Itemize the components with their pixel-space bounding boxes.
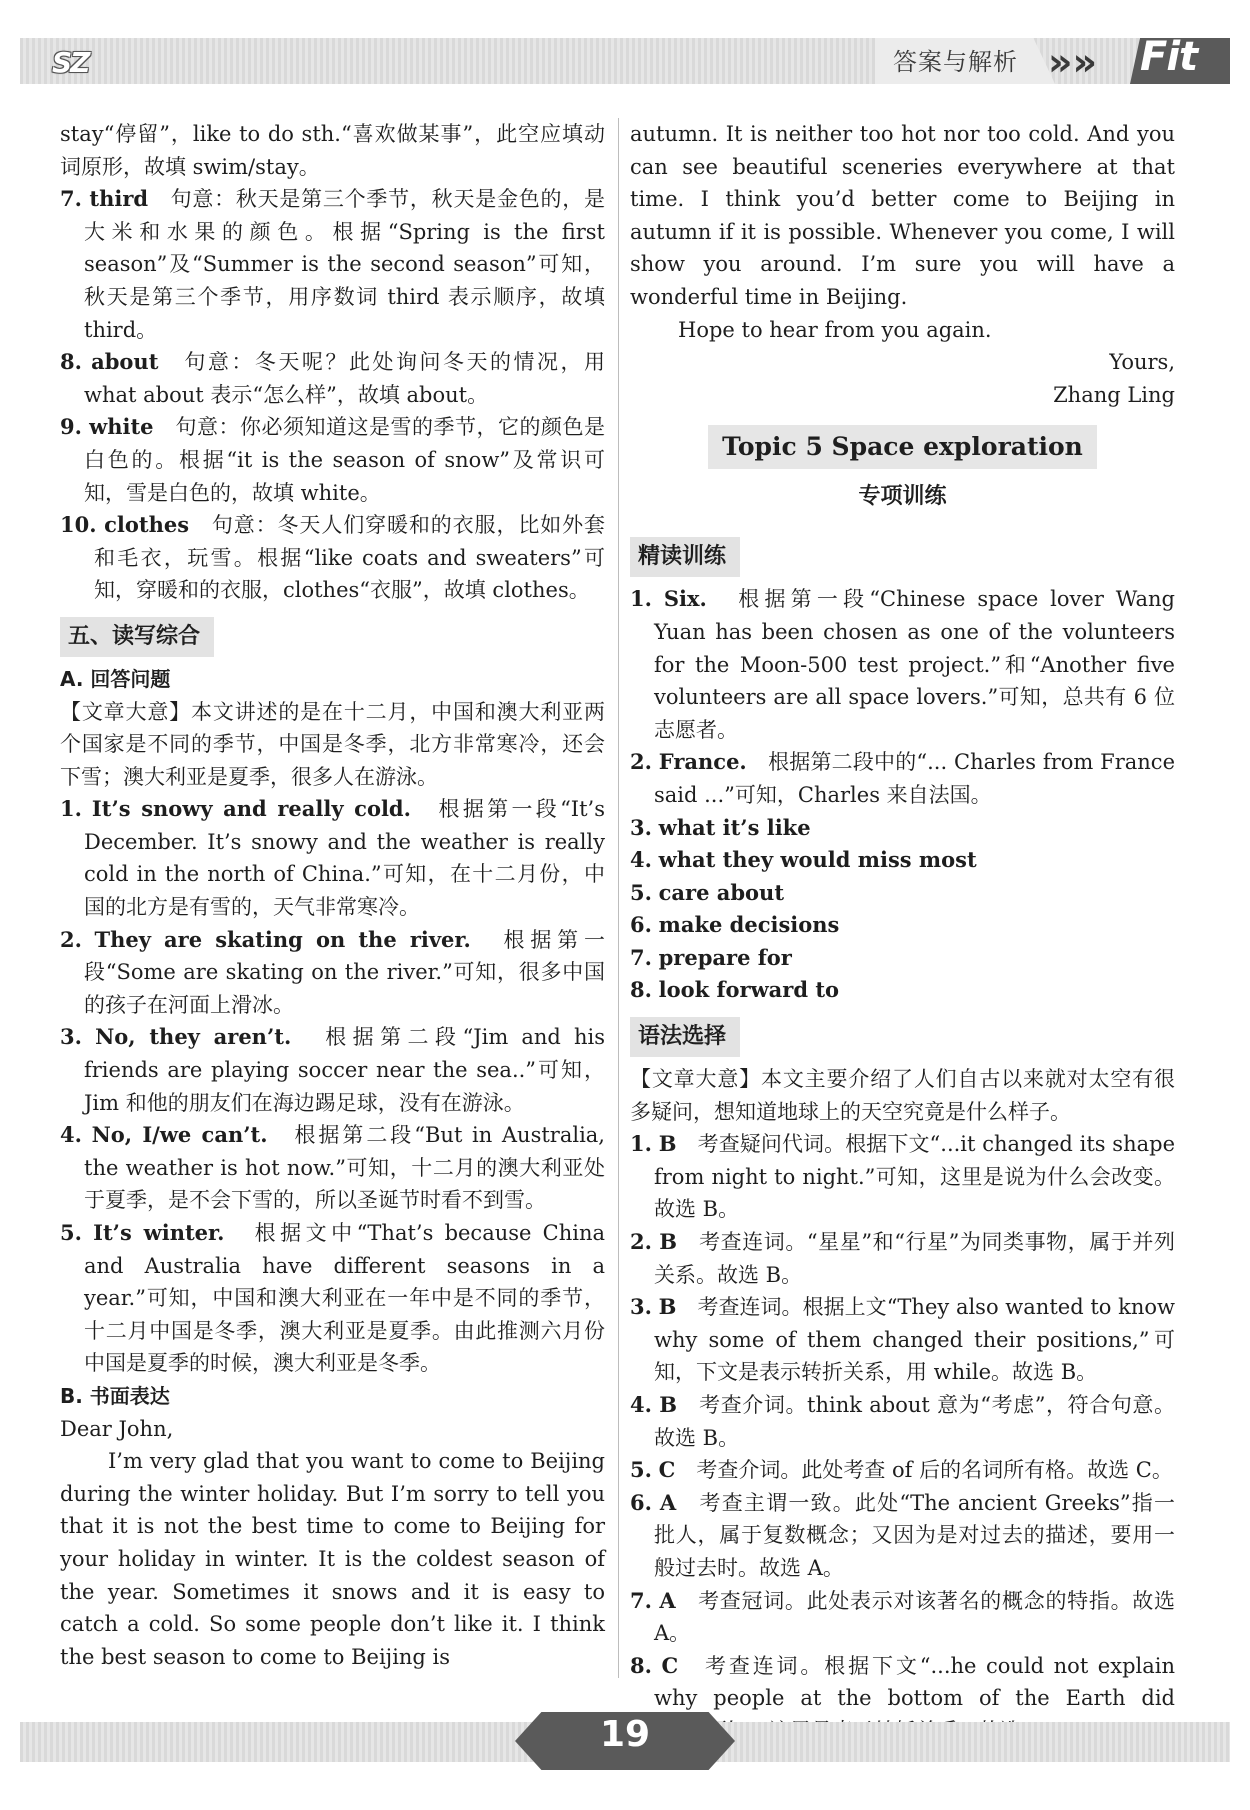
qa-item-3: 3. No, they aren’t. 根据第二段“Jim and his friends are playing soccer near the sea..”可知，Jim 和他的朋友们在海边踢足球，没有在游泳。 — [60, 1024, 605, 1115]
topic-heading: Topic 5 Space exploration — [708, 425, 1097, 469]
grammar-summary: 【文章大意】本文主要介绍了人们自古以来就对太空有很多疑问，想知道地球上的天空究竟是什么样子。 — [630, 1067, 1175, 1124]
column-divider — [618, 118, 619, 1678]
right-column — [630, 118, 1175, 1748]
grammar-item-4: 4. B 考查介词。think about 意为“考虑”，符合句意。故选 B。 — [630, 1392, 1175, 1450]
reading-item-2: 2. France. 根据第二段中的“... Charles from France said ...”可知，Charles 来自法国。 — [630, 749, 1175, 807]
subheading-a: A. 回答问题 — [60, 666, 171, 691]
qa-item-4: 4. No, I/we can’t. 根据第二段“But in Australia, the weather is hot now.”可知，十二月的澳大利亚处于夏季，是不会下雪的，所以圣诞节时看不到雪。 — [60, 1122, 605, 1213]
letter-signature: Zhang Ling — [1053, 382, 1175, 407]
reading-item-7: 7. prepare for — [630, 944, 792, 970]
letter-closing: Yours, — [1109, 350, 1175, 375]
fit-logo: Fit — [1140, 34, 1198, 80]
reading-item-1: 1. Six. 根据第一段“Chinese space lover Wang Yuan has been chosen as one of the volunteers for the Moon-500 test project.”和“Another five volunteers are all space lovers.”可知，总共有 6 位志愿者。 — [630, 586, 1175, 742]
letter-body-2: autumn. It is neither too hot nor too cold. And you can see beautiful sceneries everywhere at that time. I think you’d better come to Beijing in autumn if it is possible. Whenever you come, I will show you around. I’m sure you will have a wonderful time in Beijing. — [630, 122, 1175, 309]
topic-heading-wrap — [630, 425, 1175, 469]
page-number: 19 — [599, 1714, 651, 1755]
answer-item-10: 10. clothes 句意：冬天人们穿暖和的衣服，比如外套和毛衣，玩雪。根据“like coats and sweaters”可知，穿暖和的衣服，clothes“衣服”，故填 clothes。 — [60, 512, 606, 603]
reading-item-3: 3. what it’s like — [630, 814, 811, 840]
qa-item-2: 2. They are skating on the river. 根据第一段“Some are skating on the river.”可知，很多中国的孩子在河面上滑冰。 — [60, 926, 606, 1017]
sz-logo: SZ — [52, 46, 89, 79]
letter-greeting: Dear John, — [60, 1416, 174, 1441]
reading-item-5: 5. care about — [630, 879, 785, 905]
answer-item-8: 8. about 句意：冬天呢？此处询问冬天的情况，用 what about 表示“怎么样”，故填 about。 — [60, 349, 605, 407]
grammar-item-5: 5. C 考查介词。此处考查 of 后的名词所有格。故选 C。 — [630, 1457, 1173, 1483]
header-title: 答案与解析 — [893, 48, 1018, 76]
section-heading-reading: 精读训练 — [630, 537, 740, 577]
summary-paragraph: 【文章大意】本文讲述的是在十二月，中国和澳大利亚两个国家是不同的季节，中国是冬季，北方非常寒冷，还会下雪；澳大利亚是夏季，很多人在游泳。 — [60, 699, 605, 789]
reading-item-8: 8. look forward to — [630, 977, 840, 1003]
qa-item-5: 5. It’s winter. 根据文中“That’s because China and Australia have different seasons in a year.”可知，中国和澳大利亚在一年中是不同的季节，十二月中国是冬季，澳大利亚是夏季。由此推测六月份中国是夏季的时候，澳大利亚是冬季。 — [60, 1220, 606, 1376]
answer-item-9: 9. white 句意：你必须知道这是雪的季节，它的颜色是白色的。根据“it is the season of snow”及常识可知，雪是白色的，故填 white。 — [60, 414, 606, 505]
grammar-item-2: 2. B 考查连词。“星星”和“行星”为同类事物，属于并列关系。故选 B。 — [630, 1229, 1175, 1287]
section-heading-grammar: 语法选择 — [630, 1017, 740, 1057]
grammar-item-7: 7. A 考查冠词。此处表示对该著名的概念的特指。故选 A。 — [630, 1587, 1176, 1646]
grammar-item-1: 1. B 考查疑问代词。根据下文“...it changed its shape from night to night.”可知，这里是说为什么会改变。故选 B。 — [630, 1131, 1175, 1222]
qa-item-1: 1. It’s snowy and really cold. 根据第一段“It’s December. It’s snowy and the weather is really cold in the north of China.”可知，在十二月份，中国的北方是有雪的，天气非常寒冷。 — [60, 796, 605, 920]
chevron-right-icon: »» — [1048, 40, 1098, 84]
subheading-b: B. 书面表达 — [60, 1383, 170, 1408]
grammar-item-3: 3. B 考查连词。根据上文“They also wanted to know why some of them changed their positions,”可知，下文是表示转折关系，用 while。故选 B。 — [630, 1294, 1175, 1385]
reading-item-6: 6. make decisions — [630, 912, 840, 938]
reading-item-4: 4. what they would miss most — [630, 847, 977, 873]
answer-item-7: 7. third 句意：秋天是第三个季节，秋天是金色的，是大米和水果的颜色。根据“Spring is the first season”及“Summer is the second season”可知，秋天是第三个季节，用序数词 third 表示顺序，故填 third。 — [60, 186, 605, 342]
answer-continuation: stay“停留”，like to do sth.“喜欢做某事”，此空应填动词原形，故填 swim/stay。 — [60, 122, 605, 179]
grammar-item-8: 8. C 考查连词。根据下文“...he could not explain why people at the bottom of the Earth did — [630, 1652, 1175, 1711]
training-title: 专项训练 — [858, 484, 947, 510]
grammar-item-6: 6. A 考查主谓一致。此处“The ancient Greeks”指一批人，属于复数概念；又因为是对过去的描述，要用一般过去时。故选 A。 — [630, 1489, 1175, 1580]
letter-body-1: I’m very glad that you want to come to Beijing during the winter holiday. But I’m sorry to tell you that it is not the best time to come to Beijing for your holiday in winter. It is the coldest season of the year. Sometimes it snows and it is easy to catch a cold. So some people don’t like it. I think the best season to come to Beijing is — [60, 1449, 605, 1669]
section-heading-5: 五、读写综合 — [60, 617, 214, 657]
left-column — [60, 118, 605, 1673]
letter-body-3: Hope to hear from you again. — [678, 317, 992, 342]
